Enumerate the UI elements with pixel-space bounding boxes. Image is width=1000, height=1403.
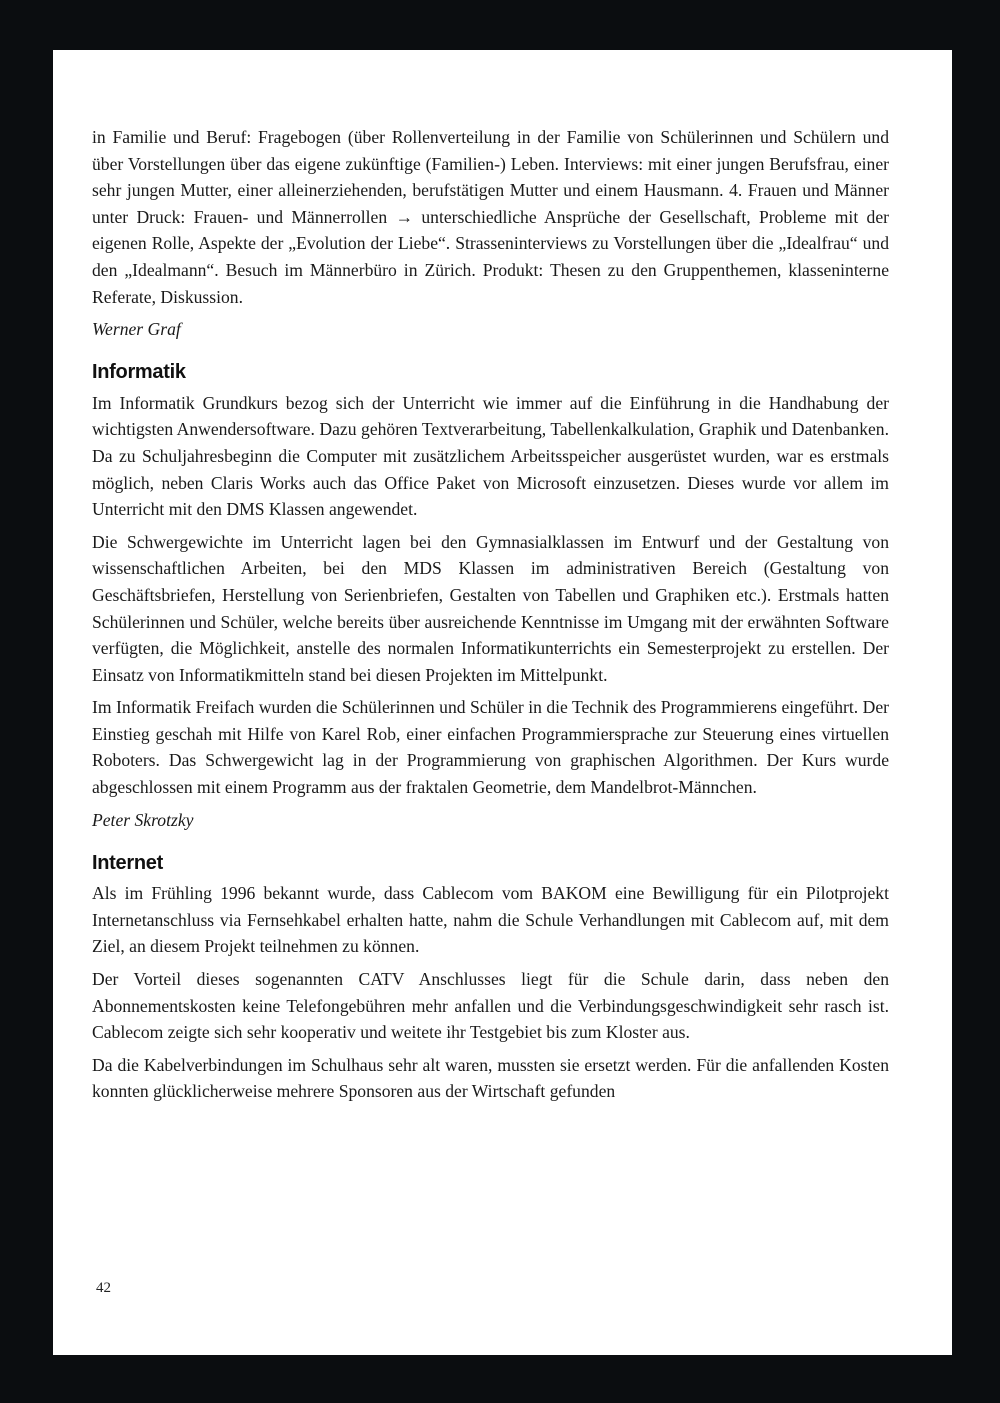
page-number: 42 [96,1280,111,1296]
informatik-paragraph-3: Im Informatik Freifach wurden die Schülerinnen und Schüler in die Technik des Programmierens eingeführt. Der Einstieg geschah mit Hilfe von Karel Rob, einer einfachen Programmiersprache zur Steuerung eines virtuellen Roboters. Das Schwergewicht lag in der Programmierung von graphischen Algorithmen. Der Kurs wurde abgeschlossen mit einem Programm aus der fraktalen Geometrie, dem Mandelbrot-Männchen. [92,697,889,798]
section-heading-informatik: Informatik [92,361,186,384]
internet-paragraph-2: Der Vorteil dieses sogenannten CATV Anschlusses liegt für die Schule darin, dass neben den Abonnementskosten keine Telefongebühren mehr anfallen und die Verbindungsgeschwindigkeit sehr rasch ist. Cablecom zeigte sich sehr kooperativ und weitete ihr Testgebiet bis zum Kloster aus. [92,969,889,1043]
page-content [92,124,889,1111]
intro-paragraph: in Familie und Beruf: Fragebogen (über Rollenverteilung in der Familie von Schülerinnen und Schülern und über Vorstellungen über das eigene zukünftige (Familien-) Leben. Interviews: mit einer jungen Berufsfrau, einer sehr jungen Mutter, einer alleinerziehenden, berufstätigen Mutter und einem Hausmann. 4. Frauen und Männer unter Druck: Frauen- und Männerrollen → unterschiedliche Ansprüche der Gesellschaft, Probleme mit der eigenen Rolle, Aspekte der „Evolution der Liebe“. Strasseninterviews zu Vorstellungen über die „Idealfrau“ und den „Idealmann“. Besuch im Männerbüro in Zürich. Produkt: Thesen zu den Gruppenthemen, klasseninterne Referate, Diskussion. [92,127,889,307]
informatik-paragraph-1: Im Informatik Grundkurs bezog sich der Unterricht wie immer auf die Einführung in die Handhabung der wichtigsten Anwendersoftware. Dazu gehören Textverarbeitung, Tabellenkalkulation, Graphik und Datenbanken. Da zu Schuljahresbeginn die Computer mit zusätzlichem Arbeitsspeicher ausgerüstet wurden, war es erstmals möglich, neben Claris Works auch das Office Paket von Microsoft einzusetzen. Dieses wurde vor allem im Unterricht mit den DMS Klassen angewendet. [92,392,889,520]
document-page [53,50,952,1355]
section-heading-internet: Internet [92,851,163,874]
internet-paragraph-3: Da die Kabelverbindungen im Schulhaus sehr alt waren, mussten sie ersetzt werden. Für die anfallenden Kosten konnten glücklicherweise mehrere Sponsoren aus der Wirtschaft gefunden [92,1054,889,1102]
internet-paragraph-1: Als im Frühling 1996 bekannt wurde, dass Cablecom vom BAKOM eine Bewilligung für ein Pilotprojekt Internetanschluss via Fernsehkabel erhalten hatte, nahm die Schule Verhandlungen mit Cablecom auf, mit dem Ziel, an diesem Projekt teilnehmen zu können. [92,883,889,957]
author-signature: Werner Graf [92,319,181,340]
author-signature: Peter Skrotzky [92,809,194,830]
informatik-paragraph-2: Die Schwergewichte im Unterricht lagen bei den Gymnasialklassen im Entwurf und der Gestaltung von wissenschaftlichen Arbeiten, bei den MDS Klassen im administrativen Bereich (Gestaltung von Geschäftsbriefen, Herstellung von Serienbriefen, Gestalten von Tabellen und Graphiken etc.). Erstmals hatten Schülerinnen und Schüler, welche bereits über ausreichende Kenntnisse im Umgang mit der erwähnten Software verfügten, die Möglichkeit, anstelle des normalen Informatikunterrichts ein Semesterprojekt zu erstellen. Der Einsatz von Informatikmitteln stand bei diesen Projekten im Mittelpunkt. [92,531,889,685]
